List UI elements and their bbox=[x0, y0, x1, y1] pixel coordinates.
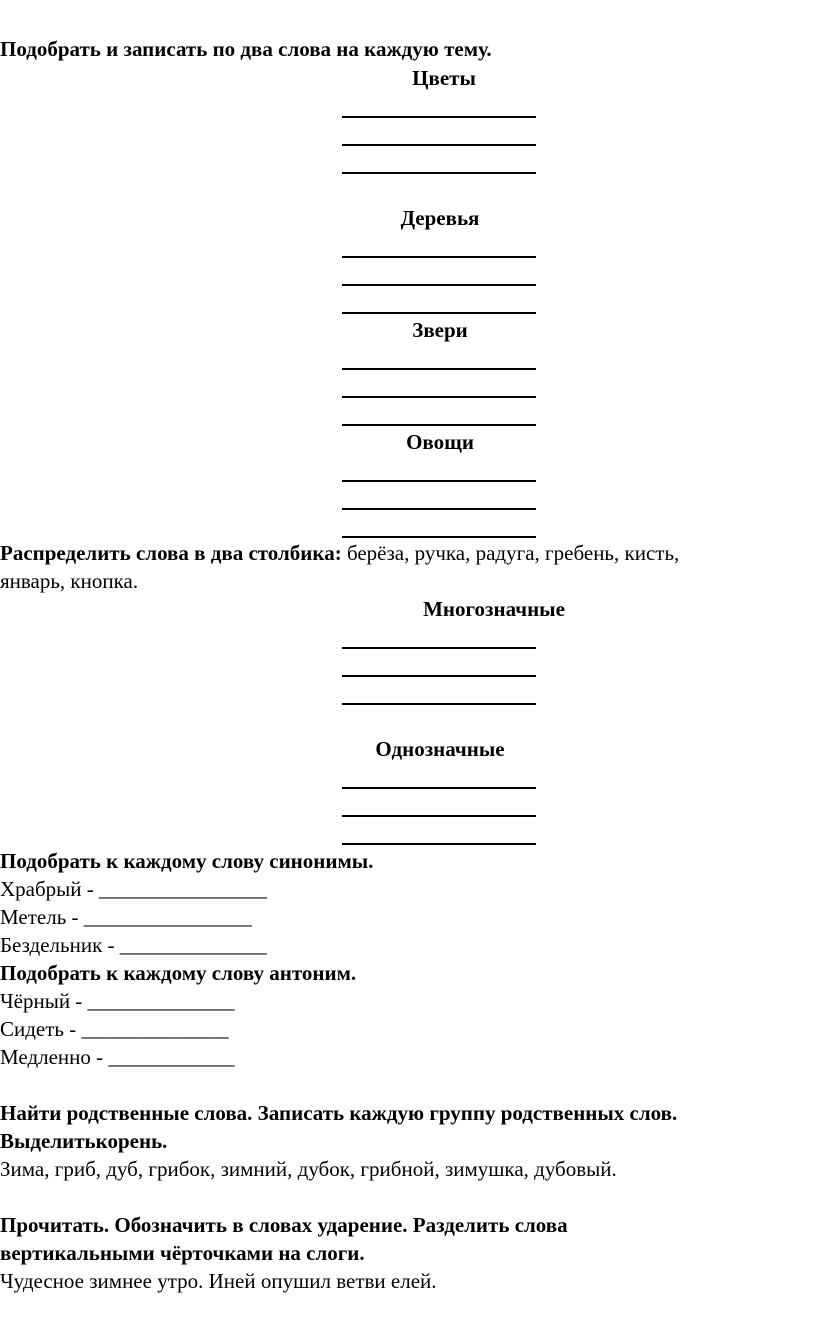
task3-title: Подобрать к каждому слову синонимы. bbox=[0, 849, 374, 873]
task2-words-line2: январь, кнопка. bbox=[0, 569, 139, 593]
topic-animals-heading: Звери bbox=[412, 318, 468, 342]
synonym-item: Метель - ________________ bbox=[0, 905, 252, 929]
topic-trees-heading: Деревья bbox=[400, 206, 480, 230]
answer-line[interactable] bbox=[342, 815, 536, 817]
answer-line[interactable] bbox=[342, 144, 536, 146]
answer-line[interactable] bbox=[342, 843, 536, 845]
answer-line[interactable] bbox=[342, 116, 536, 118]
answer-line[interactable] bbox=[342, 396, 536, 398]
task2-title: Распределить слова в два столбика: bbox=[0, 541, 342, 565]
answer-line[interactable] bbox=[342, 508, 536, 510]
answer-line[interactable] bbox=[342, 368, 536, 370]
task2-line1 bbox=[0, 541, 679, 565]
answer-line[interactable] bbox=[342, 172, 536, 174]
answer-line[interactable] bbox=[342, 675, 536, 677]
task5-title-line1: Найти родственные слова. Записать каждую группу родственных слов. bbox=[0, 1101, 678, 1125]
answer-line[interactable] bbox=[342, 480, 536, 482]
synonym-item: Бездельник - ______________ bbox=[0, 933, 267, 957]
answer-line[interactable] bbox=[342, 703, 536, 705]
antonym-item: Медленно - ____________ bbox=[0, 1045, 235, 1069]
column-polysemous-heading: Многозначные bbox=[423, 597, 565, 621]
task6-text: Чудесное зимнее утро. Иней опушил ветви елей. bbox=[0, 1269, 437, 1293]
synonym-item: Храбрый - ________________ bbox=[0, 877, 268, 901]
antonym-item: Сидеть - ______________ bbox=[0, 1017, 229, 1041]
topic-vegetables-heading: Овощи bbox=[406, 430, 474, 454]
answer-line[interactable] bbox=[342, 647, 536, 649]
topic-flowers-heading: Цветы bbox=[412, 66, 476, 90]
column-monosemous-heading: Однозначные bbox=[375, 737, 505, 761]
antonym-item: Чёрный - ______________ bbox=[0, 989, 235, 1013]
task5-title-line2: Выделитькорень. bbox=[0, 1129, 168, 1153]
answer-line[interactable] bbox=[342, 284, 536, 286]
task6-title-line2: вертикальными чёрточками на слоги. bbox=[0, 1241, 365, 1265]
task2-words-line1: берёза, ручка, радуга, гребень, кисть, bbox=[341, 541, 680, 565]
task1-title: Подобрать и записать по два слова на каждую тему. bbox=[0, 37, 492, 61]
answer-line[interactable] bbox=[342, 312, 536, 314]
task6-title-line1: Прочитать. Обозначить в словах ударение. Разделить слова bbox=[0, 1213, 568, 1237]
answer-line[interactable] bbox=[342, 424, 536, 426]
answer-line[interactable] bbox=[342, 536, 536, 538]
task4-title: Подобрать к каждому слову антоним. bbox=[0, 961, 357, 985]
task5-text: Зима, гриб, дуб, грибок, зимний, дубок, грибной, зимушка, дубовый. bbox=[0, 1157, 617, 1181]
answer-line[interactable] bbox=[342, 787, 536, 789]
answer-line[interactable] bbox=[342, 256, 536, 258]
